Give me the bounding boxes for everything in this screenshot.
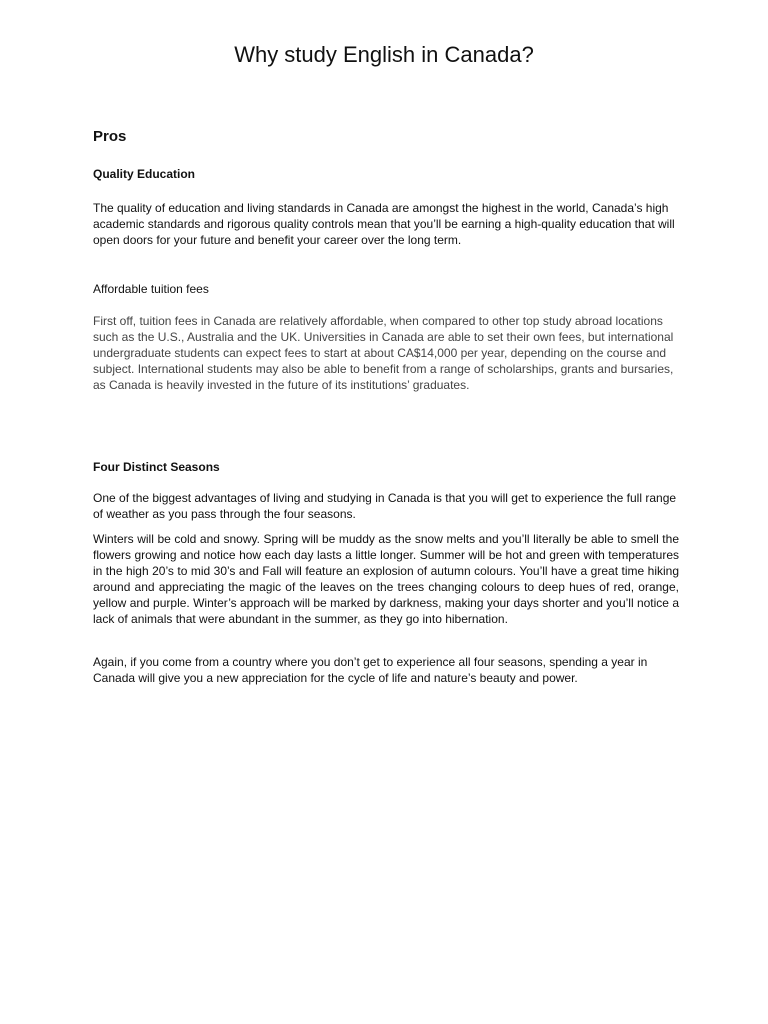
heading-affordable-tuition: Affordable tuition fees — [93, 282, 209, 296]
paragraph-seasons-intro: One of the biggest advantages of living and studying in Canada is that you will get to experience the full range of weather as you pass through the four seasons. — [93, 491, 677, 521]
heading-four-seasons: Four Distinct Seasons — [93, 460, 220, 474]
page-title: Why study English in Canada? — [234, 42, 534, 67]
section-heading-pros: Pros — [93, 128, 127, 145]
paragraph-seasons-detail: Winters will be cold and snowy. Spring will be muddy as the snow melts and you’ll literally be able to smell the flowers growing and notice how each day lasts a little longer. Summer will be hot and green with temperatures in the high 20’s to mid 30’s and Fall will feature an explosion of autumn colours. You’ll have a great time hiking around and appreciating the magic of the leaves on the trees changing colours to deep hues of red, orange, yellow and purple. Winter’s approach will be marked by darkness, making your days shorter and you’ll notice a lack of animals that were abundant in the summer, as they go into hibernation. — [93, 532, 679, 626]
heading-quality-education: Quality Education — [93, 167, 196, 181]
paragraph-seasons-conclusion: Again, if you come from a country where you don’t get to experience all four seasons, spending a year in Canada will give you a new appreciation for the cycle of life and nature’s beauty and power. — [93, 655, 648, 685]
paragraph-affordable-tuition: First off, tuition fees in Canada are relatively affordable, when compared to other top study abroad locations such as the U.S., Australia and the UK. Universities in Canada are able to set their own fees, but international undergraduate students can expect fees to start at about CA$14,000 per year, depending on the course and subject. International students may also be able to benefit from a range of scholarships, grants and bursaries, as Canada is heavily invested in the future of its institutions’ graduates. — [93, 314, 674, 392]
paragraph-quality-education: The quality of education and living standards in Canada are amongst the highest in the world, Canada’s high academic standards and rigorous quality controls mean that you’ll be earning a high-quality education that will open doors for your future and benefit your career over the long term. — [93, 201, 675, 247]
